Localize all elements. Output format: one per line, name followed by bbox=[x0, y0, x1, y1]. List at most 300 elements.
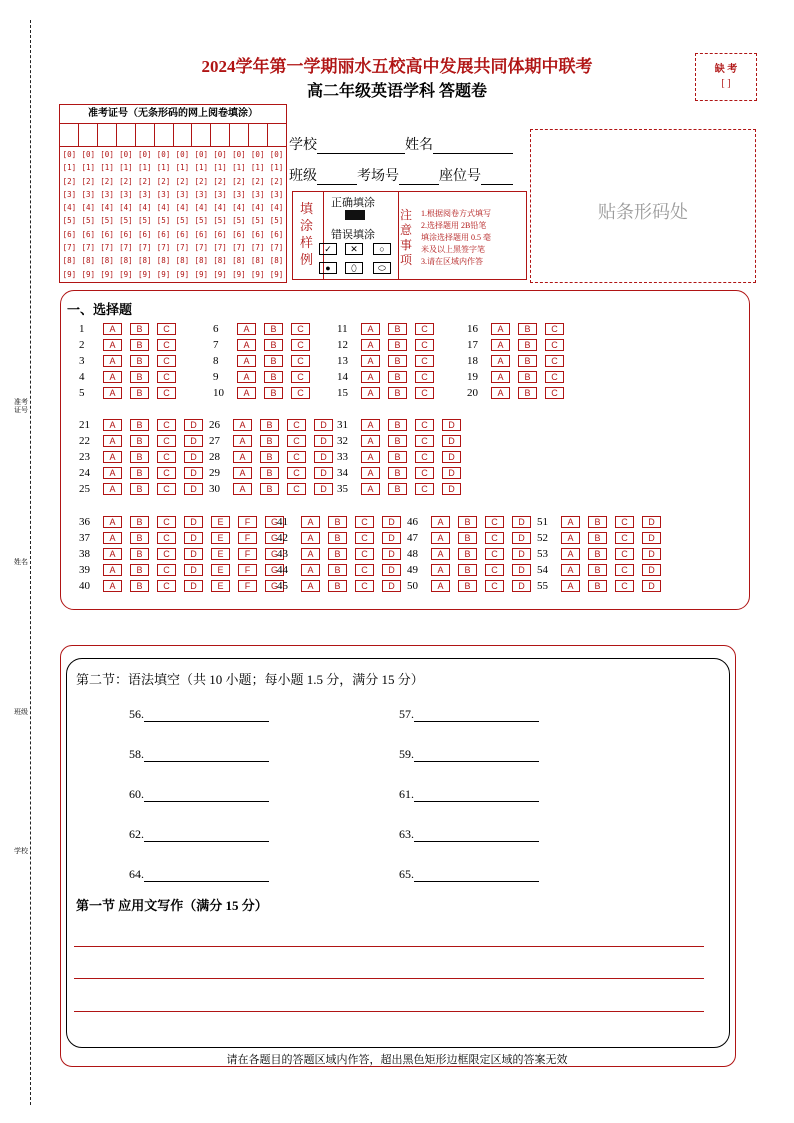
candidate-id-digit-bubble[interactable]: [9] bbox=[194, 269, 208, 279]
grammar-blank-line[interactable] bbox=[144, 709, 269, 722]
mc-option-bubble[interactable]: A bbox=[361, 355, 380, 367]
mc-option-bubble[interactable]: A bbox=[491, 355, 510, 367]
mc-option-bubble[interactable]: C bbox=[415, 467, 434, 479]
mc-option-bubble[interactable]: C bbox=[157, 516, 176, 528]
mc-option-bubble[interactable]: B bbox=[130, 355, 149, 367]
candidate-id-digit-bubble[interactable]: [1] bbox=[213, 163, 227, 173]
mc-option-bubble[interactable]: G bbox=[265, 548, 284, 560]
mc-option-bubble[interactable]: B bbox=[130, 387, 149, 399]
candidate-id-digit-bubble[interactable]: [1] bbox=[119, 163, 133, 173]
candidate-id-digit-bubble[interactable]: [6] bbox=[250, 229, 265, 239]
mc-option-bubble[interactable]: A bbox=[237, 387, 256, 399]
mc-option-bubble[interactable]: C bbox=[157, 323, 176, 335]
candidate-id-input-cell[interactable] bbox=[211, 124, 230, 146]
mc-option-bubble[interactable]: A bbox=[361, 419, 380, 431]
candidate-id-digit-bubble[interactable]: [0] bbox=[175, 150, 190, 159]
candidate-id-digit-bubble[interactable]: [1] bbox=[156, 163, 171, 173]
candidate-id-digit-bubble[interactable]: [5] bbox=[269, 216, 284, 226]
candidate-id-digit-bubble[interactable]: [5] bbox=[175, 216, 190, 226]
grammar-blank-line[interactable] bbox=[144, 869, 269, 882]
mc-option-bubble[interactable]: D bbox=[184, 580, 203, 592]
mc-option-bubble[interactable]: B bbox=[588, 516, 607, 528]
candidate-id-digit-bubble[interactable]: [4] bbox=[100, 203, 114, 213]
mc-option-bubble[interactable]: A bbox=[103, 419, 122, 431]
mc-option-bubble[interactable]: A bbox=[103, 532, 122, 544]
candidate-id-digit-bubble[interactable]: [2] bbox=[194, 176, 208, 186]
mc-option-bubble[interactable]: D bbox=[184, 548, 203, 560]
mc-option-bubble[interactable]: A bbox=[361, 467, 380, 479]
mc-option-bubble[interactable]: A bbox=[361, 371, 380, 383]
grammar-blank[interactable] bbox=[399, 867, 539, 882]
grammar-blank[interactable] bbox=[399, 787, 539, 802]
candidate-id-digit-bubble[interactable]: [3] bbox=[269, 189, 284, 199]
mc-option-bubble[interactable]: G bbox=[265, 564, 284, 576]
mc-option-bubble[interactable]: B bbox=[518, 387, 537, 399]
mc-option-bubble[interactable]: G bbox=[265, 580, 284, 592]
mc-option-bubble[interactable]: C bbox=[355, 548, 374, 560]
mc-option-bubble[interactable]: F bbox=[238, 532, 257, 544]
mc-option-bubble[interactable]: B bbox=[260, 419, 279, 431]
mc-option-bubble[interactable]: B bbox=[130, 371, 149, 383]
candidate-id-digit-bubble[interactable]: [2] bbox=[62, 176, 77, 186]
candidate-id-digit-bubble[interactable]: [8] bbox=[100, 256, 114, 266]
mc-option-bubble[interactable]: B bbox=[518, 355, 537, 367]
candidate-id-digit-bubble[interactable]: [9] bbox=[250, 269, 265, 279]
candidate-id-digit-bubble[interactable]: [2] bbox=[232, 176, 246, 186]
candidate-id-digit-bubble[interactable]: [8] bbox=[250, 256, 265, 266]
candidate-id-digit-bubble[interactable]: [1] bbox=[250, 163, 265, 173]
mc-option-bubble[interactable]: B bbox=[130, 483, 149, 495]
candidate-id-digit-bubble[interactable]: [0] bbox=[269, 150, 284, 159]
mc-option-bubble[interactable]: D bbox=[184, 467, 203, 479]
candidate-id-digit-bubble[interactable]: [6] bbox=[81, 229, 96, 239]
candidate-id-digit-bubble[interactable]: [6] bbox=[175, 229, 190, 239]
mc-option-bubble[interactable]: E bbox=[211, 580, 230, 592]
candidate-id-digit-bubble[interactable]: [2] bbox=[269, 176, 284, 186]
candidate-id-digit-bubble[interactable]: [4] bbox=[175, 203, 190, 213]
mc-option-bubble[interactable]: C bbox=[415, 451, 434, 463]
candidate-id-digit-bubble[interactable]: [0] bbox=[81, 150, 96, 159]
candidate-id-digit-bubble[interactable]: [4] bbox=[269, 203, 284, 213]
mc-option-bubble[interactable]: A bbox=[361, 451, 380, 463]
candidate-id-digit-bubble[interactable]: [3] bbox=[119, 189, 133, 199]
mc-option-bubble[interactable]: C bbox=[287, 467, 306, 479]
candidate-id-digit-bubble[interactable]: [8] bbox=[213, 256, 227, 266]
mc-option-bubble[interactable]: C bbox=[545, 339, 564, 351]
candidate-id-input-cell[interactable] bbox=[268, 124, 286, 146]
candidate-id-digit-bubble[interactable]: [6] bbox=[100, 229, 114, 239]
mc-option-bubble[interactable]: B bbox=[388, 339, 407, 351]
mc-option-bubble[interactable]: B bbox=[328, 548, 347, 560]
candidate-id-digit-bubble[interactable]: [4] bbox=[81, 203, 96, 213]
candidate-id-digit-bubble[interactable]: [9] bbox=[62, 269, 77, 279]
mc-option-bubble[interactable]: D bbox=[382, 564, 401, 576]
grammar-blank-line[interactable] bbox=[414, 829, 539, 842]
mc-option-bubble[interactable]: B bbox=[260, 435, 279, 447]
mc-option-bubble[interactable]: C bbox=[415, 323, 434, 335]
candidate-id-digit-bubble[interactable]: [3] bbox=[194, 189, 208, 199]
mc-option-bubble[interactable]: D bbox=[512, 548, 531, 560]
candidate-id-digit-bubble[interactable]: [3] bbox=[62, 189, 77, 199]
candidate-id-digit-bubble[interactable]: [1] bbox=[269, 163, 284, 173]
mc-option-bubble[interactable]: B bbox=[264, 371, 283, 383]
candidate-id-digit-bubble[interactable]: [7] bbox=[81, 243, 96, 253]
candidate-id-input-cell[interactable] bbox=[192, 124, 211, 146]
grammar-blank-line[interactable] bbox=[144, 749, 269, 762]
mc-option-bubble[interactable]: F bbox=[238, 564, 257, 576]
candidate-id-digit-bubble[interactable]: [5] bbox=[232, 216, 246, 226]
mc-option-bubble[interactable]: A bbox=[103, 371, 122, 383]
mc-option-bubble[interactable]: A bbox=[237, 355, 256, 367]
mc-option-bubble[interactable]: A bbox=[301, 532, 320, 544]
candidate-id-digit-bubble[interactable]: [1] bbox=[232, 163, 246, 173]
grammar-blank-line[interactable] bbox=[144, 789, 269, 802]
mc-option-bubble[interactable]: A bbox=[233, 467, 252, 479]
class-field[interactable] bbox=[289, 165, 513, 185]
mc-option-bubble[interactable]: A bbox=[561, 516, 580, 528]
mc-option-bubble[interactable]: D bbox=[184, 435, 203, 447]
mc-option-bubble[interactable]: A bbox=[103, 387, 122, 399]
grammar-blank[interactable] bbox=[399, 707, 539, 722]
mc-option-bubble[interactable]: C bbox=[545, 371, 564, 383]
mc-option-bubble[interactable]: A bbox=[103, 435, 122, 447]
candidate-id-digit-bubble[interactable]: [5] bbox=[119, 216, 133, 226]
candidate-id-digit-bubble[interactable]: [7] bbox=[175, 243, 190, 253]
mc-option-bubble[interactable]: C bbox=[485, 564, 504, 576]
writing-line[interactable] bbox=[74, 946, 704, 947]
mc-option-bubble[interactable]: C bbox=[615, 516, 634, 528]
mc-option-bubble[interactable]: C bbox=[415, 435, 434, 447]
mc-option-bubble[interactable]: C bbox=[545, 355, 564, 367]
mc-option-bubble[interactable]: A bbox=[561, 532, 580, 544]
candidate-id-digit-bubble[interactable]: [8] bbox=[175, 256, 190, 266]
mc-option-bubble[interactable]: C bbox=[157, 355, 176, 367]
candidate-id-input-cell[interactable] bbox=[117, 124, 136, 146]
candidate-id-digit-bubble[interactable]: [6] bbox=[119, 229, 133, 239]
mc-option-bubble[interactable]: C bbox=[157, 387, 176, 399]
candidate-id-input-cell[interactable] bbox=[98, 124, 117, 146]
mc-option-bubble[interactable]: C bbox=[157, 564, 176, 576]
mc-option-bubble[interactable]: B bbox=[458, 532, 477, 544]
candidate-id-digit-bubble[interactable]: [0] bbox=[194, 150, 208, 159]
mc-option-bubble[interactable]: B bbox=[264, 323, 283, 335]
mc-option-bubble[interactable]: B bbox=[130, 451, 149, 463]
mc-option-bubble[interactable]: C bbox=[355, 580, 374, 592]
candidate-id-digit-bubble[interactable]: [0] bbox=[250, 150, 265, 159]
mc-option-bubble[interactable]: C bbox=[157, 548, 176, 560]
mc-option-bubble[interactable]: E bbox=[211, 548, 230, 560]
mc-option-bubble[interactable]: D bbox=[442, 483, 461, 495]
mc-option-bubble[interactable]: B bbox=[388, 419, 407, 431]
mc-option-bubble[interactable]: B bbox=[388, 355, 407, 367]
mc-option-bubble[interactable]: A bbox=[103, 548, 122, 560]
mc-option-bubble[interactable]: G bbox=[265, 516, 284, 528]
candidate-id-digit-bubble[interactable]: [9] bbox=[81, 269, 96, 279]
candidate-id-digit-bubble[interactable]: [8] bbox=[269, 256, 284, 266]
mc-option-bubble[interactable]: B bbox=[130, 323, 149, 335]
candidate-id-digit-bubble[interactable]: [5] bbox=[137, 216, 152, 226]
candidate-id-digit-bubble[interactable]: [7] bbox=[137, 243, 152, 253]
mc-option-bubble[interactable]: A bbox=[361, 387, 380, 399]
mc-option-bubble[interactable]: B bbox=[264, 387, 283, 399]
candidate-id-digit-bubble[interactable]: [1] bbox=[194, 163, 208, 173]
mc-option-bubble[interactable]: E bbox=[211, 516, 230, 528]
mc-option-bubble[interactable]: D bbox=[314, 451, 333, 463]
mc-option-bubble[interactable]: D bbox=[184, 532, 203, 544]
candidate-id-digit-bubble[interactable]: [4] bbox=[119, 203, 133, 213]
mc-option-bubble[interactable]: C bbox=[157, 580, 176, 592]
mc-option-bubble[interactable]: A bbox=[561, 580, 580, 592]
mc-option-bubble[interactable]: A bbox=[103, 564, 122, 576]
candidate-id-digit-bubble[interactable]: [3] bbox=[100, 189, 114, 199]
candidate-id-digit-bubble[interactable]: [8] bbox=[62, 256, 77, 266]
candidate-id-digit-bubble[interactable]: [0] bbox=[232, 150, 246, 159]
mc-option-bubble[interactable]: B bbox=[388, 387, 407, 399]
candidate-id-digit-bubble[interactable]: [7] bbox=[213, 243, 227, 253]
mc-option-bubble[interactable]: A bbox=[431, 580, 450, 592]
mc-option-bubble[interactable]: F bbox=[238, 548, 257, 560]
mc-option-bubble[interactable]: B bbox=[264, 355, 283, 367]
mc-option-bubble[interactable]: D bbox=[512, 580, 531, 592]
mc-option-bubble[interactable]: B bbox=[458, 580, 477, 592]
mc-option-bubble[interactable]: C bbox=[291, 339, 310, 351]
mc-option-bubble[interactable]: C bbox=[157, 483, 176, 495]
candidate-id-digit-bubble[interactable]: [4] bbox=[137, 203, 152, 213]
mc-option-bubble[interactable]: C bbox=[415, 483, 434, 495]
candidate-id-digit-bubble[interactable]: [7] bbox=[250, 243, 265, 253]
mc-option-bubble[interactable]: C bbox=[615, 564, 634, 576]
mc-option-bubble[interactable]: D bbox=[512, 532, 531, 544]
grammar-blank-line[interactable] bbox=[144, 829, 269, 842]
mc-option-bubble[interactable]: B bbox=[328, 532, 347, 544]
mc-option-bubble[interactable]: A bbox=[361, 435, 380, 447]
mc-option-bubble[interactable]: C bbox=[287, 451, 306, 463]
candidate-id-digit-bubble[interactable]: [6] bbox=[213, 229, 227, 239]
candidate-id-digit-bubble[interactable]: [4] bbox=[156, 203, 171, 213]
candidate-id-digit-bubble[interactable]: [7] bbox=[119, 243, 133, 253]
mc-option-bubble[interactable]: A bbox=[301, 580, 320, 592]
mc-option-bubble[interactable]: A bbox=[301, 516, 320, 528]
candidate-id-digit-bubble[interactable]: [5] bbox=[194, 216, 208, 226]
grammar-blank-line[interactable] bbox=[414, 869, 539, 882]
mc-option-bubble[interactable]: B bbox=[130, 339, 149, 351]
mc-option-bubble[interactable]: B bbox=[130, 516, 149, 528]
mc-option-bubble[interactable]: B bbox=[518, 371, 537, 383]
candidate-id-digit-bubble[interactable]: [8] bbox=[81, 256, 96, 266]
mc-option-bubble[interactable]: E bbox=[211, 532, 230, 544]
school-field[interactable] bbox=[289, 134, 513, 154]
mc-option-bubble[interactable]: A bbox=[103, 339, 122, 351]
candidate-id-digit-bubble[interactable]: [7] bbox=[156, 243, 171, 253]
mc-option-bubble[interactable]: B bbox=[130, 419, 149, 431]
candidate-id-digit-bubble[interactable]: [5] bbox=[250, 216, 265, 226]
mc-option-bubble[interactable]: C bbox=[157, 467, 176, 479]
mc-option-bubble[interactable]: D bbox=[642, 564, 661, 576]
candidate-id-input-row[interactable] bbox=[60, 124, 286, 147]
mc-option-bubble[interactable]: B bbox=[388, 435, 407, 447]
candidate-id-digit-bubble[interactable]: [4] bbox=[213, 203, 227, 213]
mc-option-bubble[interactable]: E bbox=[211, 564, 230, 576]
candidate-id-digit-bubble[interactable]: [1] bbox=[81, 163, 96, 173]
candidate-id-digit-bubble[interactable]: [4] bbox=[250, 203, 265, 213]
mc-option-bubble[interactable]: D bbox=[184, 516, 203, 528]
mc-option-bubble[interactable]: G bbox=[265, 532, 284, 544]
mc-option-bubble[interactable]: A bbox=[431, 548, 450, 560]
mc-option-bubble[interactable]: A bbox=[237, 371, 256, 383]
mc-option-bubble[interactable]: B bbox=[388, 483, 407, 495]
mc-option-bubble[interactable]: B bbox=[388, 451, 407, 463]
grammar-blank-line[interactable] bbox=[414, 749, 539, 762]
mc-option-bubble[interactable]: A bbox=[301, 564, 320, 576]
mc-option-bubble[interactable]: B bbox=[328, 564, 347, 576]
candidate-id-digit-bubble[interactable]: [6] bbox=[156, 229, 171, 239]
mc-option-bubble[interactable]: C bbox=[545, 323, 564, 335]
mc-option-bubble[interactable]: A bbox=[103, 483, 122, 495]
candidate-id-digit-bubble[interactable]: [2] bbox=[156, 176, 171, 186]
candidate-id-digit-bubble[interactable]: [9] bbox=[213, 269, 227, 279]
candidate-id-digit-bubble[interactable]: [9] bbox=[175, 269, 190, 279]
mc-option-bubble[interactable]: D bbox=[442, 467, 461, 479]
mc-option-bubble[interactable]: B bbox=[458, 548, 477, 560]
mc-option-bubble[interactable]: A bbox=[361, 483, 380, 495]
candidate-id-digit-bubble[interactable]: [5] bbox=[156, 216, 171, 226]
mc-option-bubble[interactable]: B bbox=[130, 548, 149, 560]
mc-option-bubble[interactable]: C bbox=[615, 548, 634, 560]
absent-box[interactable] bbox=[695, 53, 757, 101]
candidate-id-digit-bubble[interactable]: [6] bbox=[269, 229, 284, 239]
mc-option-bubble[interactable]: C bbox=[355, 516, 374, 528]
candidate-id-digit-bubble[interactable]: [3] bbox=[175, 189, 190, 199]
mc-option-bubble[interactable]: A bbox=[561, 548, 580, 560]
mc-option-bubble[interactable]: D bbox=[382, 516, 401, 528]
candidate-id-digit-bubble[interactable]: [2] bbox=[81, 176, 96, 186]
candidate-id-digit-bubble[interactable]: [8] bbox=[119, 256, 133, 266]
mc-option-bubble[interactable]: C bbox=[415, 419, 434, 431]
mc-option-bubble[interactable]: C bbox=[415, 371, 434, 383]
candidate-id-digit-bubble[interactable]: [0] bbox=[62, 150, 77, 159]
mc-option-bubble[interactable]: C bbox=[291, 323, 310, 335]
mc-option-bubble[interactable]: B bbox=[588, 564, 607, 576]
mc-option-bubble[interactable]: A bbox=[103, 516, 122, 528]
candidate-id-digit-bubble[interactable]: [6] bbox=[194, 229, 208, 239]
mc-option-bubble[interactable]: B bbox=[264, 339, 283, 351]
mc-option-bubble[interactable]: D bbox=[512, 516, 531, 528]
candidate-id-digit-bubble[interactable]: [3] bbox=[156, 189, 171, 199]
candidate-id-digit-bubble[interactable]: [0] bbox=[119, 150, 133, 159]
candidate-id-input-cell[interactable] bbox=[60, 124, 79, 146]
candidate-id-digit-bubble[interactable]: [1] bbox=[137, 163, 152, 173]
mc-option-bubble[interactable]: B bbox=[130, 467, 149, 479]
writing-line[interactable] bbox=[74, 1011, 704, 1012]
candidate-id-digit-bubble[interactable]: [9] bbox=[137, 269, 152, 279]
mc-option-bubble[interactable]: B bbox=[130, 580, 149, 592]
mc-option-bubble[interactable]: B bbox=[588, 532, 607, 544]
mc-option-bubble[interactable]: D bbox=[642, 516, 661, 528]
mc-option-bubble[interactable]: D bbox=[642, 580, 661, 592]
candidate-id-digit-bubble[interactable]: [5] bbox=[213, 216, 227, 226]
mc-option-bubble[interactable]: D bbox=[184, 564, 203, 576]
mc-option-bubble[interactable]: C bbox=[291, 371, 310, 383]
candidate-id-digit-bubble[interactable]: [1] bbox=[100, 163, 114, 173]
mc-option-bubble[interactable]: C bbox=[485, 532, 504, 544]
candidate-id-digit-bubble[interactable]: [0] bbox=[213, 150, 227, 159]
mc-option-bubble[interactable]: B bbox=[388, 323, 407, 335]
grammar-blank-line[interactable] bbox=[414, 789, 539, 802]
mc-option-bubble[interactable]: A bbox=[431, 532, 450, 544]
candidate-id-digit-bubble[interactable]: [9] bbox=[269, 269, 284, 279]
mc-option-bubble[interactable]: D bbox=[184, 483, 203, 495]
mc-option-bubble[interactable]: A bbox=[561, 564, 580, 576]
candidate-id-digit-bubble[interactable]: [6] bbox=[137, 229, 152, 239]
candidate-id-digit-bubble[interactable]: [8] bbox=[156, 256, 171, 266]
mc-option-bubble[interactable]: B bbox=[588, 580, 607, 592]
mc-option-bubble[interactable]: C bbox=[291, 387, 310, 399]
mc-option-bubble[interactable]: B bbox=[260, 451, 279, 463]
mc-option-bubble[interactable]: B bbox=[130, 564, 149, 576]
mc-option-bubble[interactable]: C bbox=[287, 483, 306, 495]
mc-option-bubble[interactable]: B bbox=[260, 467, 279, 479]
candidate-id-digit-bubble[interactable]: [7] bbox=[62, 243, 77, 253]
mc-option-bubble[interactable]: C bbox=[157, 339, 176, 351]
candidate-id-digit-bubble[interactable]: [8] bbox=[137, 256, 152, 266]
candidate-id-digit-bubble[interactable]: [2] bbox=[213, 176, 227, 186]
mc-option-bubble[interactable]: D bbox=[382, 548, 401, 560]
mc-option-bubble[interactable]: D bbox=[184, 419, 203, 431]
mc-option-bubble[interactable]: C bbox=[287, 419, 306, 431]
mc-option-bubble[interactable]: A bbox=[233, 483, 252, 495]
mc-option-bubble[interactable]: A bbox=[237, 323, 256, 335]
mc-option-bubble[interactable]: C bbox=[615, 580, 634, 592]
grammar-blank[interactable] bbox=[129, 747, 269, 762]
mc-option-bubble[interactable]: C bbox=[615, 532, 634, 544]
grammar-blank[interactable] bbox=[129, 707, 269, 722]
candidate-id-digit-bubble[interactable]: [8] bbox=[194, 256, 208, 266]
mc-option-bubble[interactable]: D bbox=[642, 548, 661, 560]
candidate-id-digit-bubble[interactable]: [9] bbox=[232, 269, 246, 279]
candidate-id-digit-bubble[interactable]: [2] bbox=[250, 176, 265, 186]
mc-option-bubble[interactable]: F bbox=[238, 516, 257, 528]
mc-option-bubble[interactable]: D bbox=[642, 532, 661, 544]
mc-option-bubble[interactable]: B bbox=[458, 564, 477, 576]
mc-option-bubble[interactable]: D bbox=[442, 451, 461, 463]
mc-option-bubble[interactable]: A bbox=[301, 548, 320, 560]
mc-option-bubble[interactable]: D bbox=[314, 467, 333, 479]
candidate-id-digit-bubble[interactable]: [0] bbox=[156, 150, 171, 159]
mc-option-bubble[interactable]: B bbox=[260, 483, 279, 495]
writing-line[interactable] bbox=[74, 978, 704, 979]
mc-option-bubble[interactable]: C bbox=[415, 339, 434, 351]
mc-option-bubble[interactable]: A bbox=[491, 387, 510, 399]
mc-option-bubble[interactable]: C bbox=[485, 548, 504, 560]
candidate-id-digit-bubble[interactable]: [7] bbox=[269, 243, 284, 253]
mc-option-bubble[interactable]: A bbox=[361, 323, 380, 335]
mc-option-bubble[interactable]: A bbox=[491, 371, 510, 383]
mc-option-bubble[interactable]: A bbox=[237, 339, 256, 351]
mc-option-bubble[interactable]: D bbox=[382, 532, 401, 544]
candidate-id-input-cell[interactable] bbox=[230, 124, 249, 146]
mc-option-bubble[interactable]: B bbox=[388, 371, 407, 383]
candidate-id-digit-bubble[interactable]: [2] bbox=[100, 176, 114, 186]
candidate-id-input-cell[interactable] bbox=[79, 124, 98, 146]
mc-option-bubble[interactable]: A bbox=[233, 435, 252, 447]
absent-checkbox[interactable]: [ ] bbox=[721, 78, 731, 89]
mc-option-bubble[interactable]: C bbox=[485, 516, 504, 528]
candidate-id-digit-bubble[interactable]: [7] bbox=[194, 243, 208, 253]
mc-option-bubble[interactable]: D bbox=[442, 435, 461, 447]
mc-option-bubble[interactable]: D bbox=[442, 419, 461, 431]
mc-option-bubble[interactable]: A bbox=[491, 339, 510, 351]
grammar-blank[interactable] bbox=[129, 827, 269, 842]
